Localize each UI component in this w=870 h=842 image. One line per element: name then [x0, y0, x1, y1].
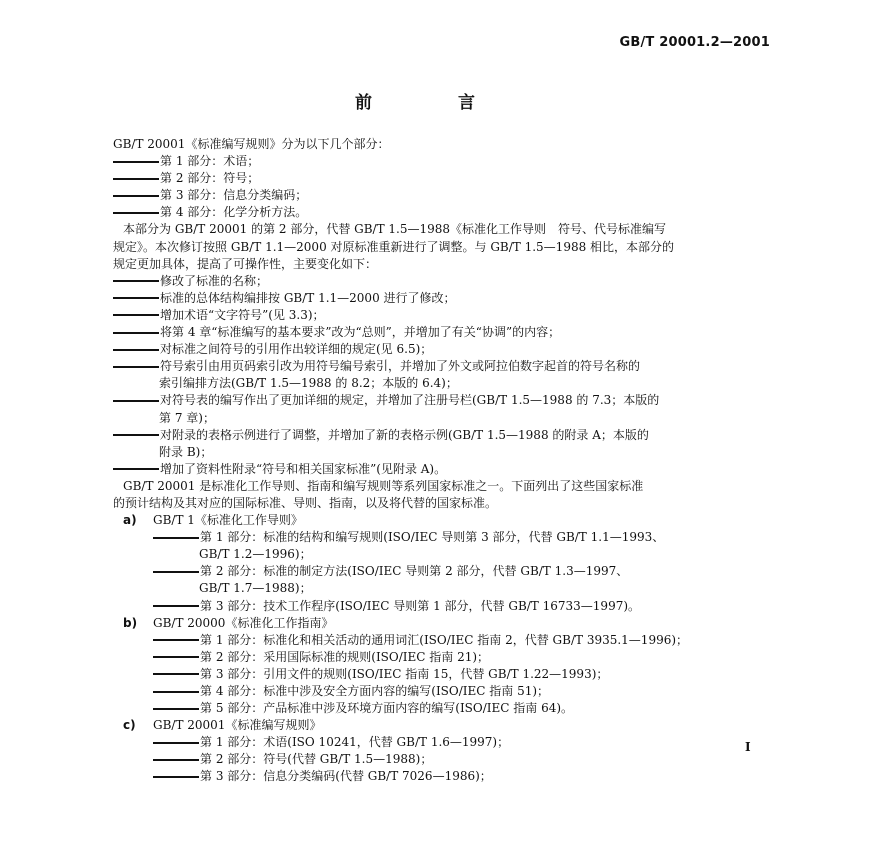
list-item: 第 1 部分：术语； — [113, 153, 765, 170]
change-item-continuation: 索引编排方法(GB/T 1.5—1988 的 8.2；本版的 6.4)； — [159, 376, 458, 391]
series-part-item: 第 4 部分：标准中涉及安全方面内容的编写(ISO/IEC 指南 51)； — [113, 683, 765, 700]
document-body — [113, 136, 765, 786]
em-dash-bullet — [113, 434, 159, 436]
list-marker: b) — [123, 615, 138, 630]
em-dash-bullet — [113, 178, 159, 180]
series-part-item: 第 1 部分：术语(ISO 10241，代替 GB/T 1.6—1997)； — [113, 734, 765, 751]
em-dash-bullet — [113, 332, 159, 334]
parts-list — [113, 153, 765, 221]
em-dash-bullet — [113, 468, 159, 470]
series-part-continuation: GB/T 1.2—1996)； — [199, 547, 312, 562]
series-part-item: 第 5 部分：产品标准中涉及环境方面内容的编写(ISO/IEC 指南 64)。 — [113, 700, 765, 717]
series-list — [113, 512, 765, 786]
list-item: 第 3 部分：信息分类编码； — [113, 187, 765, 204]
em-dash-bullet — [153, 605, 199, 607]
page-number: I — [745, 740, 751, 754]
series-part-item: 第 2 部分：标准的制定方法(ISO/IEC 导则第 2 部分，代替 GB/T 1.3—1997、 — [113, 563, 765, 580]
em-dash-bullet — [113, 314, 159, 316]
page-title: 前 言 — [355, 93, 515, 113]
series-part-item: 第 3 部分：引用文件的规则(ISO/IEC 指南 15，代替 GB/T 1.22—1993)； — [113, 666, 765, 683]
list-item: 第 2 部分：符号； — [113, 170, 765, 187]
series-title: GB/T 20001《标准编写规则》 — [153, 718, 322, 733]
em-dash-bullet — [153, 708, 199, 710]
series-part-item: 第 2 部分：符号(代替 GB/T 1.5—1988)； — [113, 751, 765, 768]
paragraph-line: 规定》。本次修订按照 GB/T 1.1—2000 对原标准重新进行了调整。与 GB/T 1.5—1988 相比，本部分的 — [113, 239, 675, 254]
em-dash-bullet — [153, 776, 199, 778]
em-dash-bullet — [153, 537, 199, 539]
paragraph-line: GB/T 20001 是标准化工作导则、指南和编写规则等系列国家标准之一。下面列出了这些国家标准 — [123, 478, 644, 493]
series-part-item: 第 3 部分：信息分类编码(代替 GB/T 7026—1986)； — [113, 768, 765, 785]
change-item: 对附录的表格示例进行了调整，并增加了新的表格示例(GB/T 1.5—1988 的附录 A；本版的 — [113, 427, 765, 444]
em-dash-bullet — [153, 673, 199, 675]
change-item-continuation: 附录 B)； — [159, 444, 213, 459]
em-dash-bullet — [153, 639, 199, 641]
series-paragraph — [113, 478, 765, 512]
em-dash-bullet — [113, 366, 159, 368]
series-part-item: 第 3 部分：技术工作程序(ISO/IEC 导则第 1 部分，代替 GB/T 16733—1997)。 — [113, 598, 765, 615]
em-dash-bullet — [153, 571, 199, 573]
series-heading — [113, 615, 765, 632]
em-dash-bullet — [113, 349, 159, 351]
em-dash-bullet — [113, 297, 159, 299]
paragraph-line: 的预计结构及其对应的国际标准、导则、指南，以及将代替的国家标准。 — [113, 495, 498, 510]
change-item: 增加术语“文字符号”(见 3.3)； — [113, 307, 765, 324]
em-dash-bullet — [113, 212, 159, 214]
change-item: 将第 4 章“标准编写的基本要求”改为“总则”，并增加了有关“协调”的内容； — [113, 324, 765, 341]
series-part-item: 第 1 部分：标准的结构和编写规则(ISO/IEC 导则第 3 部分，代替 GB/T 1.1—1993、 — [113, 529, 765, 546]
paragraph-line: 规定更加具体，提高了可操作性，主要变化如下： — [113, 256, 378, 271]
em-dash-bullet — [153, 759, 199, 761]
em-dash-bullet — [153, 656, 199, 658]
em-dash-bullet — [113, 161, 159, 163]
change-item: 修改了标准的名称； — [113, 273, 765, 290]
series-heading — [113, 512, 765, 529]
series-title: GB/T 20000《标准化工作指南》 — [153, 615, 334, 630]
list-marker: a) — [123, 513, 137, 528]
intro-paragraph: GB/T 20001《标准编写规则》分为以下几个部分： — [113, 137, 390, 151]
list-marker: c) — [123, 718, 136, 733]
list-item: 第 4 部分：化学分析方法。 — [113, 204, 765, 221]
series-part-continuation: GB/T 1.7—1988)； — [199, 581, 312, 596]
em-dash-bullet — [153, 742, 199, 744]
em-dash-bullet — [113, 400, 159, 402]
change-item-continuation: 第 7 章)； — [159, 410, 215, 425]
series-part-item: 第 2 部分：采用国际标准的规则(ISO/IEC 指南 21)； — [113, 649, 765, 666]
series-part-item: 第 1 部分：标准化和相关活动的通用词汇(ISO/IEC 指南 2，代替 GB/T 3935.1—1996)； — [113, 632, 765, 649]
em-dash-bullet — [153, 691, 199, 693]
em-dash-bullet — [113, 280, 159, 282]
change-item: 标准的总体结构编排按 GB/T 1.1—2000 进行了修改； — [113, 290, 765, 307]
change-item: 增加了资料性附录“符号和相关国家标准”(见附录 A)。 — [113, 461, 765, 478]
series-title: GB/T 1《标准化工作导则》 — [153, 513, 303, 528]
changes-list — [113, 273, 765, 478]
change-item: 对符号表的编写作出了更加详细的规定，并增加了注册号栏(GB/T 1.5—1988 的 7.3；本版的 — [113, 392, 765, 409]
standard-number-header: GB/T 20001.2—2001 — [619, 35, 770, 50]
em-dash-bullet — [113, 195, 159, 197]
series-heading — [113, 717, 765, 734]
change-item: 符号索引由用页码索引改为用符号编号索引，并增加了外文或阿拉伯数字起首的符号名称的 — [113, 358, 765, 375]
change-item: 对标准之间符号的引用作出较详细的规定(见 6.5)； — [113, 341, 765, 358]
replacement-paragraph — [113, 221, 765, 272]
paragraph-line: 本部分为 GB/T 20001 的第 2 部分，代替 GB/T 1.5—1988《标准化工作导则 符号、代号标准编写 — [123, 222, 667, 237]
